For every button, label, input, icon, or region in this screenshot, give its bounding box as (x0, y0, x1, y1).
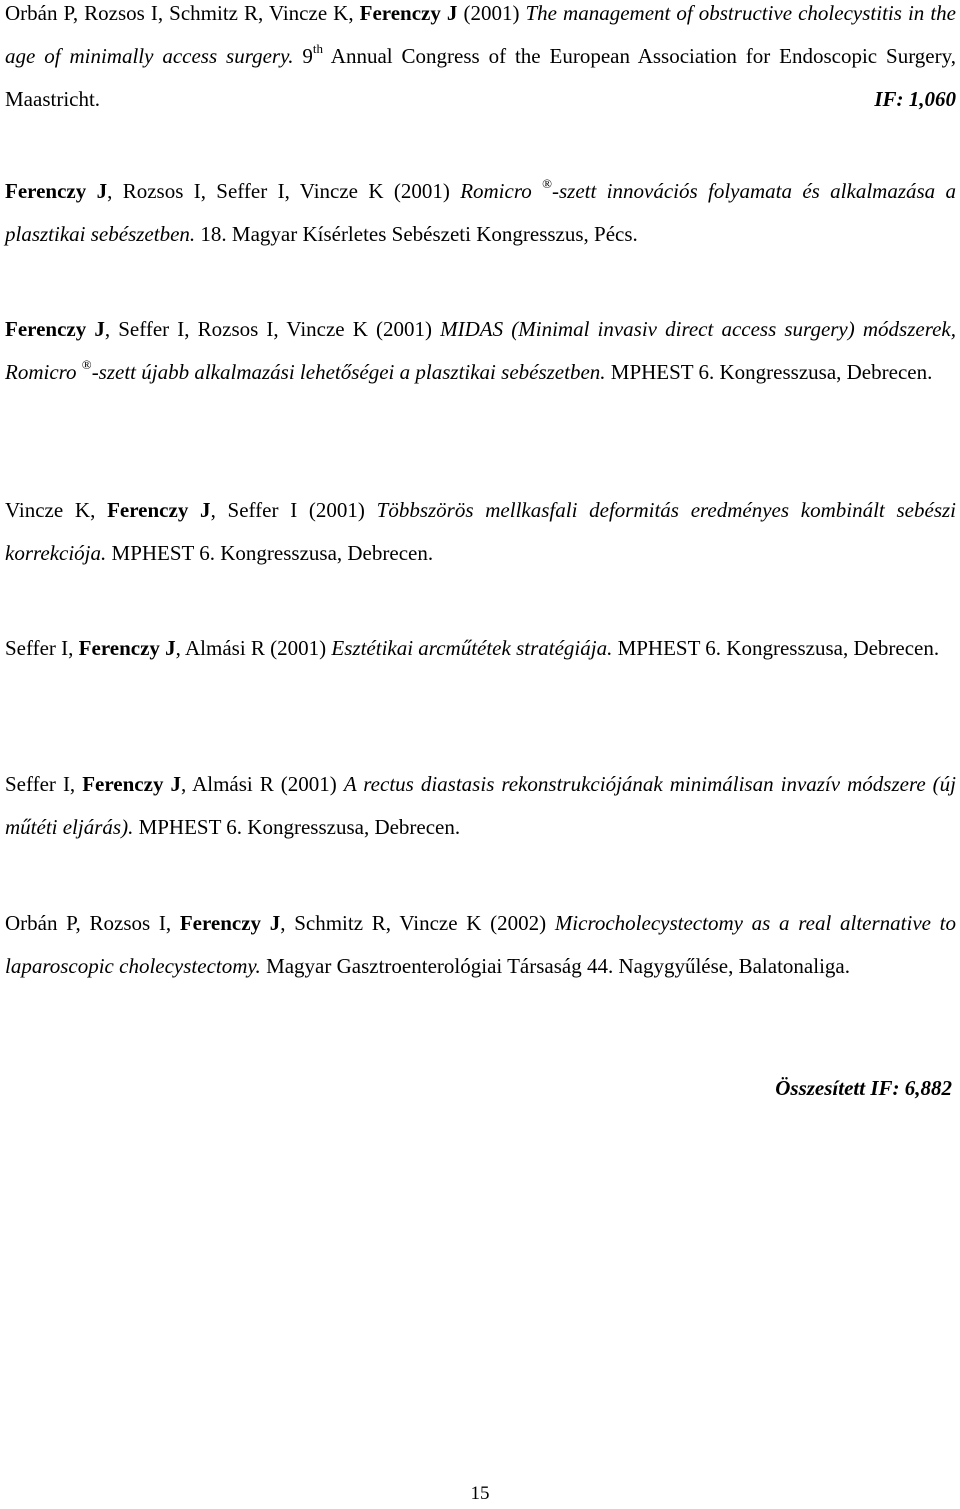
publication-entry-4 (5, 489, 956, 575)
publication-entry-3 (5, 308, 956, 394)
venue: MPHEST 6. Kongresszusa, Debrecen. (106, 541, 434, 565)
highlighted-author: Ferenczy J (107, 498, 211, 522)
publication-title: The management of obstructive cholecystitis in the age of minimally access surgery. (5, 1, 956, 68)
highlighted-author: Ferenczy J (5, 317, 105, 341)
registered-mark: ® (542, 176, 552, 191)
authors: Orbán P, Rozsos I, Schmitz R, Vincze K, (5, 1, 360, 25)
ordinal-suffix: th (312, 41, 324, 56)
publication-entry-1 (5, 0, 956, 121)
authors-rest: , Almási R (2001) (180, 772, 344, 796)
venue: Magyar Gasztroenterológiai Társaság 44. Nagygyűlése, Balatonaliga. (260, 954, 850, 978)
highlighted-author: Ferenczy J (5, 179, 108, 203)
authors-rest: , Almási R (2001) (175, 636, 332, 660)
highlighted-author: Ferenczy J (359, 1, 458, 25)
publication-entry-6 (5, 763, 956, 849)
highlighted-author: Ferenczy J (179, 911, 281, 935)
highlighted-author: Ferenczy J (78, 636, 176, 660)
publication-title-rest: -szett innovációs folyamata és alkalmazása a plasztikai sebészetben. (5, 179, 957, 246)
total-impact-factor: Összesített IF: 6,882 (775, 1076, 952, 1100)
highlighted-author: Ferenczy J (82, 772, 181, 796)
year: (2001) (457, 1, 526, 25)
venue: 18. Magyar Kísérletes Sebészeti Kongresszus, Pécs. (195, 222, 638, 246)
venue-rest: Annual Congress of the European Association for Endoscopic Surgery, Maastricht. (5, 44, 957, 111)
venue: MPHEST 6. Kongresszusa, Debrecen. (612, 636, 940, 660)
venue: MPHEST 6. Kongresszusa, Debrecen. (605, 360, 933, 384)
publication-title: Romicro (460, 179, 532, 203)
authors: Orbán P, Rozsos I, (5, 911, 180, 935)
publication-title-rest: -szett újabb alkalmazási lehetőségei a plasztikai sebészetben. (91, 360, 606, 384)
publication-title: Többszörös mellkasfali deformitás eredményes kombinált sebészi korrekciója. (5, 498, 956, 565)
publication-title: MIDAS (Minimal invasiv direct access surgery) módszerek, Romicro (5, 317, 956, 384)
authors: Vincze K, (5, 498, 108, 522)
publication-title: Esztétikai arcműtétek stratégiája. (331, 636, 613, 660)
impact-factor: IF: 1,060 (874, 87, 956, 111)
registered-mark: ® (81, 357, 92, 372)
authors-rest: , Seffer I (2001) (210, 498, 377, 522)
venue: 9 (293, 44, 313, 68)
publication-entry-2 (5, 170, 956, 256)
authors: , Seffer I, Rozsos I, Vincze K (2001) (104, 317, 441, 341)
publication-title: A rectus diastasis rekonstrukciójának minimálisan invazív módszere (új műtéti eljárás). (5, 772, 957, 839)
page-number: 15 (470, 1483, 490, 1504)
authors: Seffer I, (5, 772, 83, 796)
publication-entry-5 (5, 627, 956, 670)
authors-rest: , Schmitz R, Vincze K (2002) (280, 911, 555, 935)
authors: Seffer I, (5, 636, 79, 660)
venue: MPHEST 6. Kongresszusa, Debrecen. (133, 815, 461, 839)
publication-title: Microcholecystectomy as a real alternative to laparoscopic cholecystectomy. (5, 911, 956, 978)
publication-entry-7 (5, 902, 956, 988)
authors: , Rozsos I, Seffer I, Vincze K (2001) (107, 179, 461, 203)
